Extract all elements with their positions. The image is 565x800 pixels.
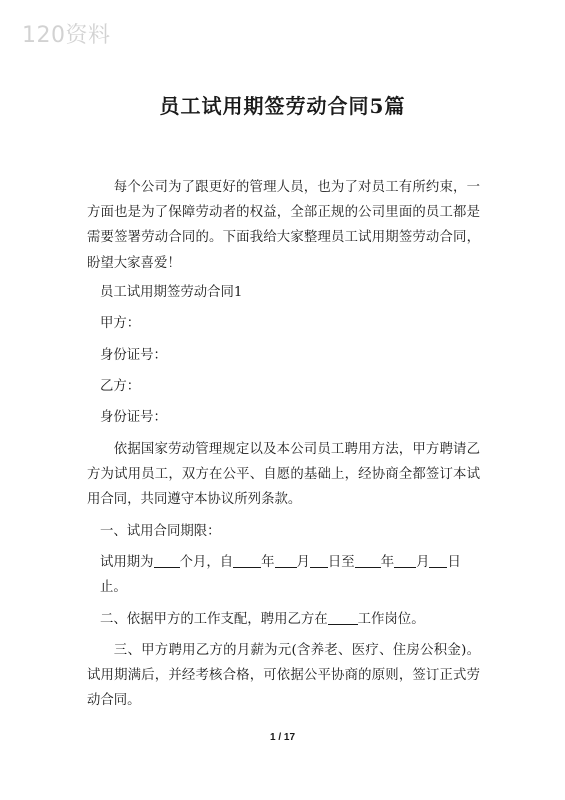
end-month-blank [394,552,416,568]
start-year-blank [233,552,261,568]
trial-period-line [87,550,480,600]
clause-2-text-after: 工作岗位。 [357,611,425,627]
page-separator: / [275,732,284,743]
clause-1-heading: 一、试用合同期限： [100,523,221,539]
period-text-1: 试用期为 [100,554,154,570]
document-body [87,175,480,714]
basis-paragraph: 依据国家劳动管理规定以及本公司员工聘用方法，甲方聘请乙方为试用员工，双方在公平、自愿的基础上，经协商全都签订本试用合同，共同遵守本协议所列条款。 [87,441,480,508]
party-b-label: 乙方： [100,378,141,394]
total-pages: 17 [283,732,296,743]
section-heading: 员工试用期签劳动合同1 [100,284,243,300]
document-title: 员工试用期签劳动合同5篇 [159,94,406,118]
period-text-3: 年 [261,554,275,570]
period-text-6: 年 [380,554,395,570]
start-month-blank [275,552,297,568]
period-text-7: 月 [416,554,430,570]
end-year-blank [355,552,381,568]
current-page: 1 [269,732,276,743]
period-text-8: 日止。 [100,554,461,596]
watermark-logo-text: 120资料 [22,23,111,48]
clause-2-line [87,607,480,632]
clause-3-paragraph: 三、甲方聘用乙方的月薪为元(含养老、医疗、住房公积金)。试用期满后，并经考核合格，可依据公平协商的原则，签订正式劳动合同。 [87,642,480,709]
start-day-blank [310,552,328,568]
position-blank [328,609,358,625]
period-text-4: 月 [296,554,310,570]
intro-paragraph: 每个公司为了跟更好的管理人员，也为了对员工有所约束，一方面也是为了保障劳动者的权益，全部正规的公司里面的员工都是需要签署劳动合同的。下面我给大家整理员工试用期签劳动合同，盼望大家喜爱！ [87,180,480,271]
party-a-id-label: 身份证号： [100,347,167,363]
months-blank [154,552,180,568]
period-text-2: 个月，自 [179,554,234,570]
party-a-label: 甲方： [100,316,141,332]
end-day-blank [429,552,447,568]
clause-2-text-before: 二、依据甲方的工作支配，聘用乙方在 [100,611,328,627]
party-b-id-label: 身份证号： [100,410,167,426]
period-text-5: 日至 [327,554,355,570]
page-number [0,732,565,743]
